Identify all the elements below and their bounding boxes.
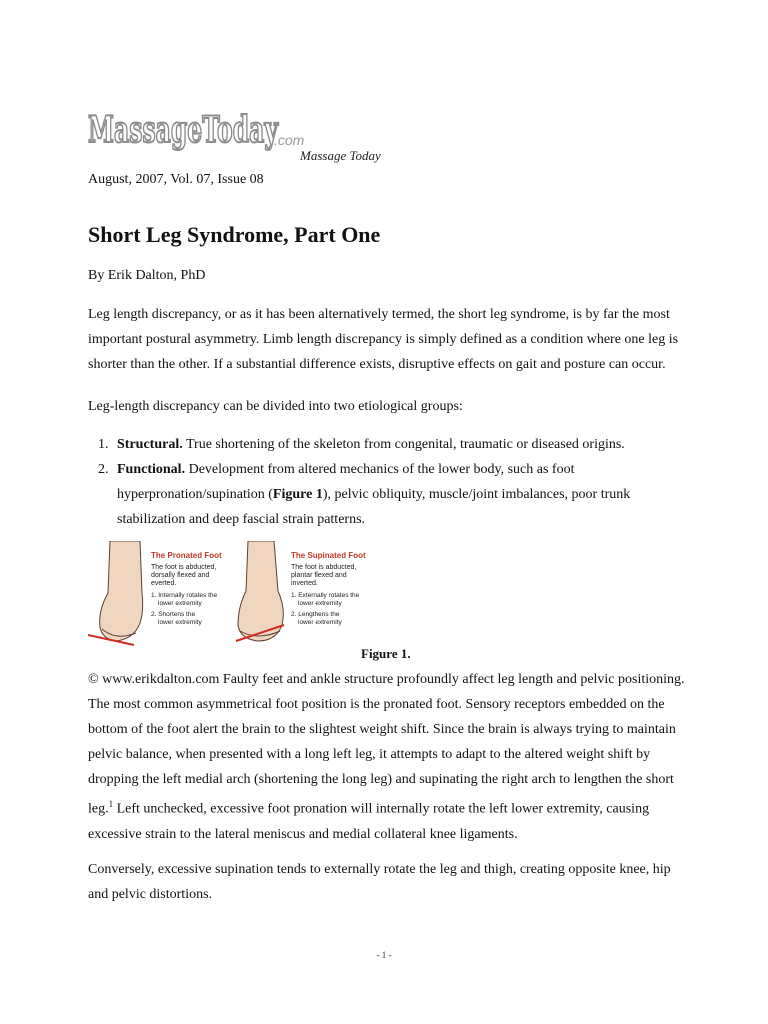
pronated-description: [151, 564, 218, 587]
list-text: ), pelvic obliquity, muscle/joint imbalances, poor trunk stabilization and deep fascial strain patterns.: [117, 487, 631, 527]
page-number: - 1 -: [376, 950, 392, 960]
figure-1: [88, 541, 378, 646]
pronated-item-line: 2. Shortens the: [151, 611, 196, 618]
pronated-item-2: [151, 611, 202, 626]
logo-suffix: .com: [274, 132, 305, 148]
list-number: 1.: [98, 437, 109, 452]
supinated-leg-drawing: [238, 541, 283, 641]
list-term: Structural.: [117, 437, 183, 452]
article-title: Short Leg Syndrome, Part One: [88, 222, 381, 247]
supinated-item-line: 2. Lengthens the: [291, 611, 340, 618]
supinated-item-line: lower extremity: [298, 619, 342, 626]
pronated-desc-line: dorsally flexed and: [151, 572, 210, 579]
foot-illustration: [88, 541, 378, 646]
list-item: [88, 457, 688, 532]
paragraph-supination: Conversely, excessive supination tends to externally rotate the leg and thigh, creating opposite knee, hip and pelvic distortions.: [88, 862, 671, 902]
supinated-item-line: 1. Externally rotates the: [291, 592, 360, 599]
logo-text: MassageToday: [88, 109, 279, 151]
paragraph-intro: Leg length discrepancy, or as it has been alternatively termed, the short leg syndrome, is by far the most important postural asymmetry. Limb length discrepancy is simply defined as a condition where one leg is shorter than the other. If a substantial difference exists, disruptive effects on gait and posture can occur.: [88, 307, 679, 372]
supinated-description: [291, 564, 358, 587]
etiology-list: [88, 432, 688, 532]
pronated-item-line: lower extremity: [158, 600, 202, 607]
supinated-item-line: lower extremity: [298, 600, 342, 607]
masthead: [88, 104, 388, 164]
pronated-leg-drawing: [100, 541, 143, 641]
publication-name: Massage Today: [300, 148, 381, 163]
pronated-item-line: 1. Internally rotates the: [151, 592, 218, 599]
article-byline: By Erik Dalton, PhD: [88, 268, 206, 283]
footnote-reference[interactable]: 1: [108, 799, 114, 809]
figure-reference: Figure 1: [272, 487, 323, 502]
list-text: Development from altered mechanics of the lower body, such as foot hyperpronation/supination (: [117, 462, 575, 502]
paragraph-text: © www.erikdalton.com Faulty feet and ankle structure profoundly affect leg length and pelvic positioning. The most common asymmetrical foot position is the pronated foot. Sensory receptors embedded on the bottom of the foot alert the brain to the slightest weight shift. Since the brain is always trying to maintain pelvic balance, when presented with a long left leg, it attempts to adapt to the altered weight shift by dropping the left medial arch (shortening the long leg) and supinating the right arch to lengthen the short leg.: [88, 672, 685, 817]
supinated-desc-line: inverted.: [291, 580, 318, 587]
supinated-item-2: [291, 611, 342, 626]
pronated-desc-line: The foot is abducted,: [151, 564, 217, 571]
figure-caption: Figure 1.: [361, 646, 411, 661]
pronated-title: The Pronated Foot: [151, 551, 222, 560]
supinated-desc-line: The foot is abducted,: [291, 564, 357, 571]
paragraph-foot-structure: [88, 667, 688, 847]
list-text: True shortening of the skeleton from congenital, traumatic or diseased origins.: [182, 437, 625, 452]
supinated-desc-line: plantar flexed and: [291, 572, 347, 579]
pronated-item-line: lower extremity: [158, 619, 202, 626]
list-term: Functional.: [117, 462, 186, 477]
list-item: [88, 432, 688, 457]
supinated-item-1: [291, 592, 361, 607]
pronated-item-1: [151, 592, 219, 607]
massage-today-logo: [88, 104, 298, 156]
supinated-title: The Supinated Foot: [291, 551, 366, 560]
paragraph-etiology: Leg-length discrepancy can be divided into two etiological groups:: [88, 399, 463, 414]
issue-dateline: August, 2007, Vol. 07, Issue 08: [88, 172, 264, 187]
pronated-desc-line: everted.: [151, 580, 177, 587]
paragraph-text: Left unchecked, excessive foot pronation will internally rotate the left lower extremity, causing excessive strain to the lateral meniscus and medial collateral knee ligaments.: [88, 801, 650, 842]
list-number: 2.: [98, 462, 109, 477]
